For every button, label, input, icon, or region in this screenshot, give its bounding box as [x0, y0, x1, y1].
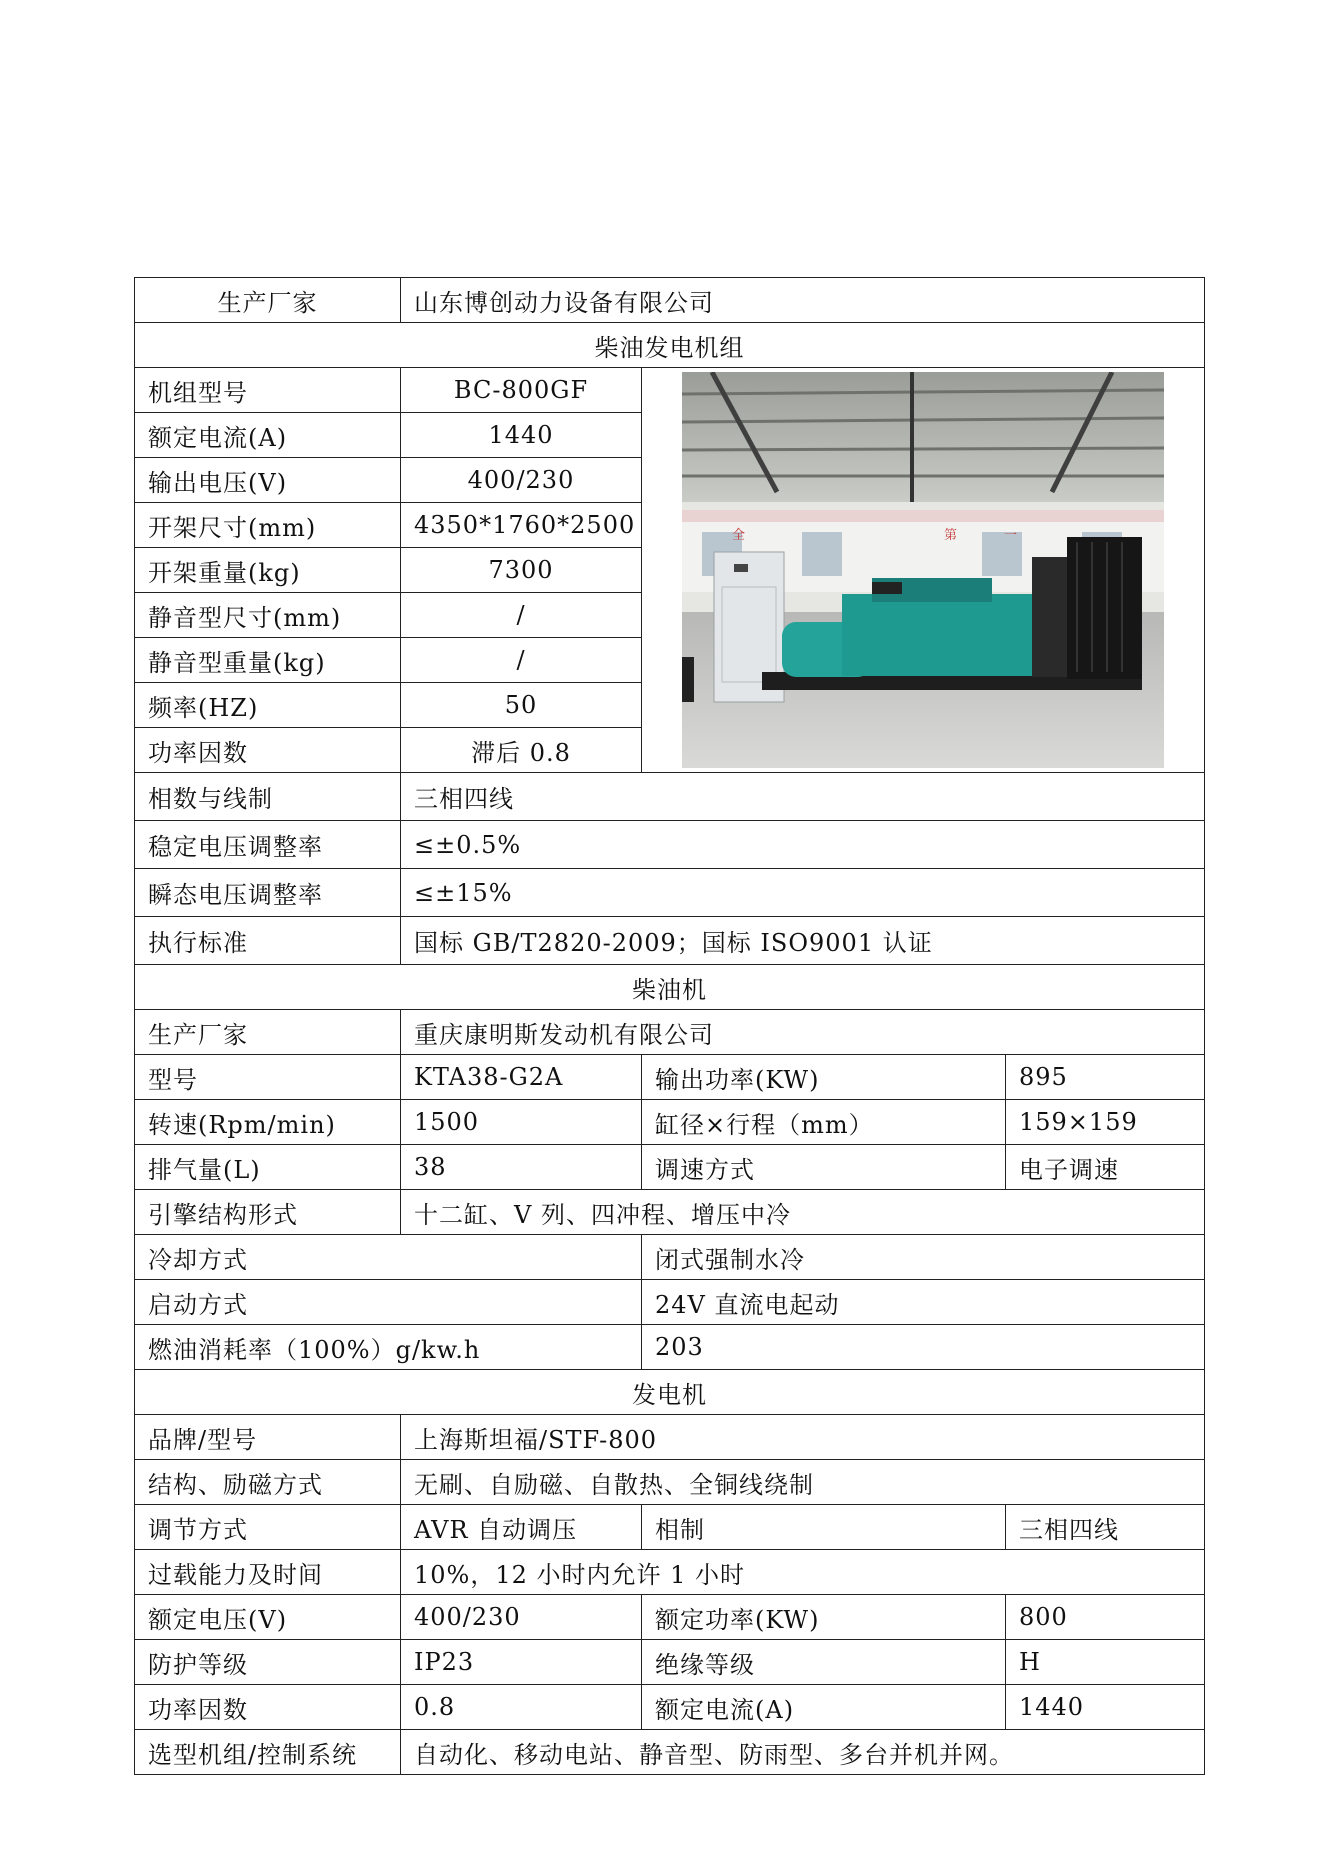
spec-value: 50 [401, 683, 642, 728]
spec-label: 静音型尺寸(mm) [135, 593, 401, 638]
spec-label: 引擎结构形式 [135, 1190, 401, 1235]
table-row [135, 1010, 1205, 1055]
banner-sign-2: 第 [944, 528, 959, 543]
spec-value: H [1006, 1640, 1205, 1685]
spec-label: 防护等级 [135, 1640, 401, 1685]
spec-value: 400/230 [401, 458, 642, 503]
table-row [135, 1055, 1205, 1100]
spec-label: 瞬态电压调整率 [135, 869, 401, 917]
spec-value: 400/230 [401, 1595, 642, 1640]
spec-value: 4350*1760*2500 [401, 503, 642, 548]
spec-label: 稳定电压调整率 [135, 821, 401, 869]
section-header-row [135, 323, 1205, 368]
spec-label: 品牌/型号 [135, 1415, 401, 1460]
spec-value: 10%，12 小时内允许 1 小时 [401, 1550, 1205, 1595]
spec-value: 三相四线 [401, 773, 1205, 821]
spec-value: / [401, 593, 642, 638]
spec-value: 1500 [401, 1100, 642, 1145]
spec-label: 额定功率(KW) [642, 1595, 1006, 1640]
table-row [135, 1685, 1205, 1730]
spec-label: 开架重量(kg) [135, 548, 401, 593]
spec-label: 输出电压(V) [135, 458, 401, 503]
generator-photo [682, 372, 1164, 768]
spec-value: 24V 直流电起动 [642, 1280, 1205, 1325]
product-photo-cell [642, 368, 1205, 773]
table-row [135, 1640, 1205, 1685]
spec-label: 机组型号 [135, 368, 401, 413]
table-row [135, 1280, 1205, 1325]
spec-value: 800 [1006, 1595, 1205, 1640]
spec-label: 燃油消耗率（100%）g/kw.h [135, 1325, 642, 1370]
spec-value: AVR 自动调压 [401, 1505, 642, 1550]
spec-label: 选型机组/控制系统 [135, 1730, 401, 1775]
spec-value: 895 [1006, 1055, 1205, 1100]
spec-label: 功率因数 [135, 1685, 401, 1730]
table-row [135, 368, 1205, 413]
section-header-row [135, 965, 1205, 1010]
spec-value: 无刷、自励磁、自散热、全铜线绕制 [401, 1460, 1205, 1505]
spec-label: 生产厂家 [135, 1010, 401, 1055]
spec-label: 相数与线制 [135, 773, 401, 821]
banner-sign-1: 全 [732, 528, 747, 543]
spec-value: ≤±0.5% [401, 821, 1205, 869]
spec-label: 相制 [642, 1505, 1006, 1550]
spec-value: ≤±15% [401, 869, 1205, 917]
spec-value: 国标 GB/T2820-2009；国标 ISO9001 认证 [401, 917, 1205, 965]
spec-value: 十二缸、V 列、四冲程、增压中冷 [401, 1190, 1205, 1235]
table-row [135, 869, 1205, 917]
spec-label: 调节方式 [135, 1505, 401, 1550]
spec-value: 38 [401, 1145, 642, 1190]
spec-value: 三相四线 [1006, 1505, 1205, 1550]
manufacturer-label: 生产厂家 [135, 278, 401, 323]
spec-value: 203 [642, 1325, 1205, 1370]
spec-label: 频率(HZ) [135, 683, 401, 728]
spec-value: 重庆康明斯发动机有限公司 [401, 1010, 1205, 1055]
spec-value: 1440 [401, 413, 642, 458]
spec-label: 型号 [135, 1055, 401, 1100]
spec-value: 自动化、移动电站、静音型、防雨型、多台并机并网。 [401, 1730, 1205, 1775]
section-title-generator-set: 柴油发电机组 [135, 323, 1205, 368]
spec-label: 结构、励磁方式 [135, 1460, 401, 1505]
generator-illustration [682, 372, 1164, 768]
spec-label: 调速方式 [642, 1145, 1006, 1190]
table-row [135, 1100, 1205, 1145]
spec-label: 输出功率(KW) [642, 1055, 1006, 1100]
spec-label: 开架尺寸(mm) [135, 503, 401, 548]
spec-label: 静音型重量(kg) [135, 638, 401, 683]
spec-value: 159×159 [1006, 1100, 1205, 1145]
manufacturer-value: 山东博创动力设备有限公司 [401, 278, 1205, 323]
spec-value: KTA38-G2A [401, 1055, 642, 1100]
table-row [135, 1190, 1205, 1235]
spec-value: BC-800GF [401, 368, 642, 413]
spec-value: IP23 [401, 1640, 642, 1685]
spec-label: 转速(Rpm/min) [135, 1100, 401, 1145]
spec-label: 额定电流(A) [135, 413, 401, 458]
spec-label: 缸径×行程（mm） [642, 1100, 1006, 1145]
table-row [135, 1325, 1205, 1370]
spec-label: 排气量(L) [135, 1145, 401, 1190]
spec-table [134, 277, 1205, 1775]
spec-value: 上海斯坦福/STF-800 [401, 1415, 1205, 1460]
banner-sign-3: 一 [1004, 528, 1019, 543]
table-row [135, 1550, 1205, 1595]
spec-value: / [401, 638, 642, 683]
table-row [135, 278, 1205, 323]
spec-label: 额定电流(A) [642, 1685, 1006, 1730]
spec-label: 额定电压(V) [135, 1595, 401, 1640]
spec-label: 功率因数 [135, 728, 401, 773]
section-title-alternator: 发电机 [135, 1370, 1205, 1415]
table-row [135, 1730, 1205, 1775]
table-row [135, 1415, 1205, 1460]
table-row [135, 1145, 1205, 1190]
spec-value: 滞后 0.8 [401, 728, 642, 773]
spec-value: 电子调速 [1006, 1145, 1205, 1190]
table-row [135, 1235, 1205, 1280]
spec-label: 过载能力及时间 [135, 1550, 401, 1595]
spec-label: 启动方式 [135, 1280, 642, 1325]
section-header-row [135, 1370, 1205, 1415]
table-row [135, 917, 1205, 965]
table-row [135, 1505, 1205, 1550]
spec-label: 执行标准 [135, 917, 401, 965]
section-title-engine: 柴油机 [135, 965, 1205, 1010]
spec-label: 冷却方式 [135, 1235, 642, 1280]
table-row [135, 773, 1205, 821]
spec-value: 0.8 [401, 1685, 642, 1730]
table-row [135, 821, 1205, 869]
table-row [135, 1460, 1205, 1505]
spec-value: 闭式强制水冷 [642, 1235, 1205, 1280]
spec-label: 绝缘等级 [642, 1640, 1006, 1685]
spec-value: 1440 [1006, 1685, 1205, 1730]
table-row [135, 1595, 1205, 1640]
spec-value: 7300 [401, 548, 642, 593]
